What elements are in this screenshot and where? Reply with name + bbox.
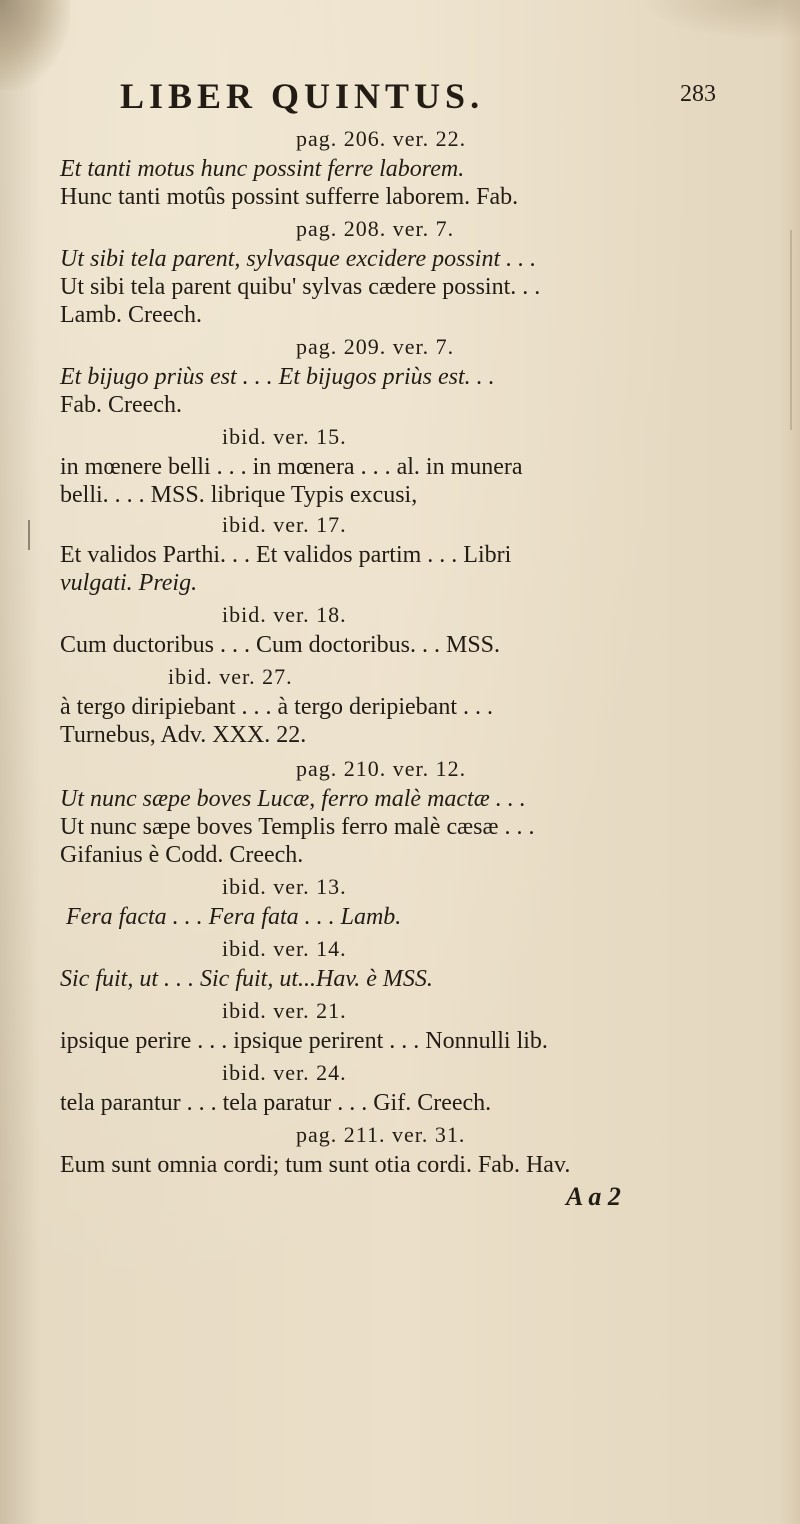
reference-line: ibid. ver. 17. [222,512,347,537]
text-line: ipsique perire . . . ipsique perirent . . . Nonnulli lib. [60,1028,548,1054]
text-line: Et tanti motus hunc possint ferre laborem. [60,156,465,182]
text-line: Ut sibi tela parent quibu' sylvas cædere possint. . . [60,274,541,300]
page-edge-shadow [790,230,792,430]
page-number: 283 [680,81,716,107]
page-header [120,75,800,125]
text-line: Turnebus, Adv. XXX. 22. [60,722,307,748]
reference-line: ibid. ver. 18. [222,602,347,627]
reference-line: pag. 209. ver. 7. [296,334,455,359]
text-line: Et validos Parthi. . . Et validos partim . . . Libri [60,542,512,568]
reference-line: pag. 210. ver. 12. [296,756,467,781]
page-stain [640,0,800,40]
margin-mark [28,520,30,550]
text-line: Ut nunc sæpe boves Templis ferro malè cæsæ . . . [60,814,535,840]
reference-line: pag. 208. ver. 7. [296,216,455,241]
reference-line: ibid. ver. 24. [222,1060,347,1085]
text-line: Fab. Creech. [60,392,182,418]
text-line: Lamb. Creech. [60,302,202,328]
text-line: Ut nunc sæpe boves Lucæ, ferro malè mactæ . . . [60,786,526,812]
text-line: Gifanius è Codd. Creech. [60,842,304,868]
reference-line: ibid. ver. 13. [222,874,347,899]
running-title: LIBER QUINTUS. [120,76,485,116]
text-line: Ut sibi tela parent, sylvasque excidere possint . . . [60,246,537,272]
text-line: in mœnere belli . . . in mœnera . . . al. in munera [60,454,523,480]
text-line: Hunc tanti motûs possint sufferre laborem. Fab. [60,184,519,210]
text-line: Sic fuit, ut . . . Sic fuit, ut...Hav. è MSS. [60,966,433,992]
text-line: belli. . . . MSS. librique Typis excusi, [60,482,418,508]
text-line: Eum sunt omnia cordi; tum sunt otia cordi. Fab. Hav. [60,1152,571,1178]
reference-line: ibid. ver. 15. [222,424,347,449]
text-line: tela parantur . . . tela paratur . . . Gif. Creech. [60,1090,492,1116]
reference-line: ibid. ver. 27. [168,664,293,689]
reference-line: pag. 211. ver. 31. [296,1122,466,1147]
reference-line: ibid. ver. 21. [222,998,347,1023]
text-line: Fera facta . . . Fera fata . . . Lamb. [66,904,402,930]
text-line: à tergo diripiebant . . . à tergo deripiebant . . . [60,694,493,720]
reference-line: ibid. ver. 14. [222,936,347,961]
page-stain [0,0,70,90]
text-line: Et bijugo priùs est . . . Et bijugos priùs est. . . [60,364,495,390]
text-line: vulgati. Preig. [60,570,198,596]
text-line: Cum ductoribus . . . Cum doctoribus. . . MSS. [60,632,501,658]
reference-line: pag. 206. ver. 22. [296,126,467,151]
signature-mark: A a 2 [566,1182,621,1211]
